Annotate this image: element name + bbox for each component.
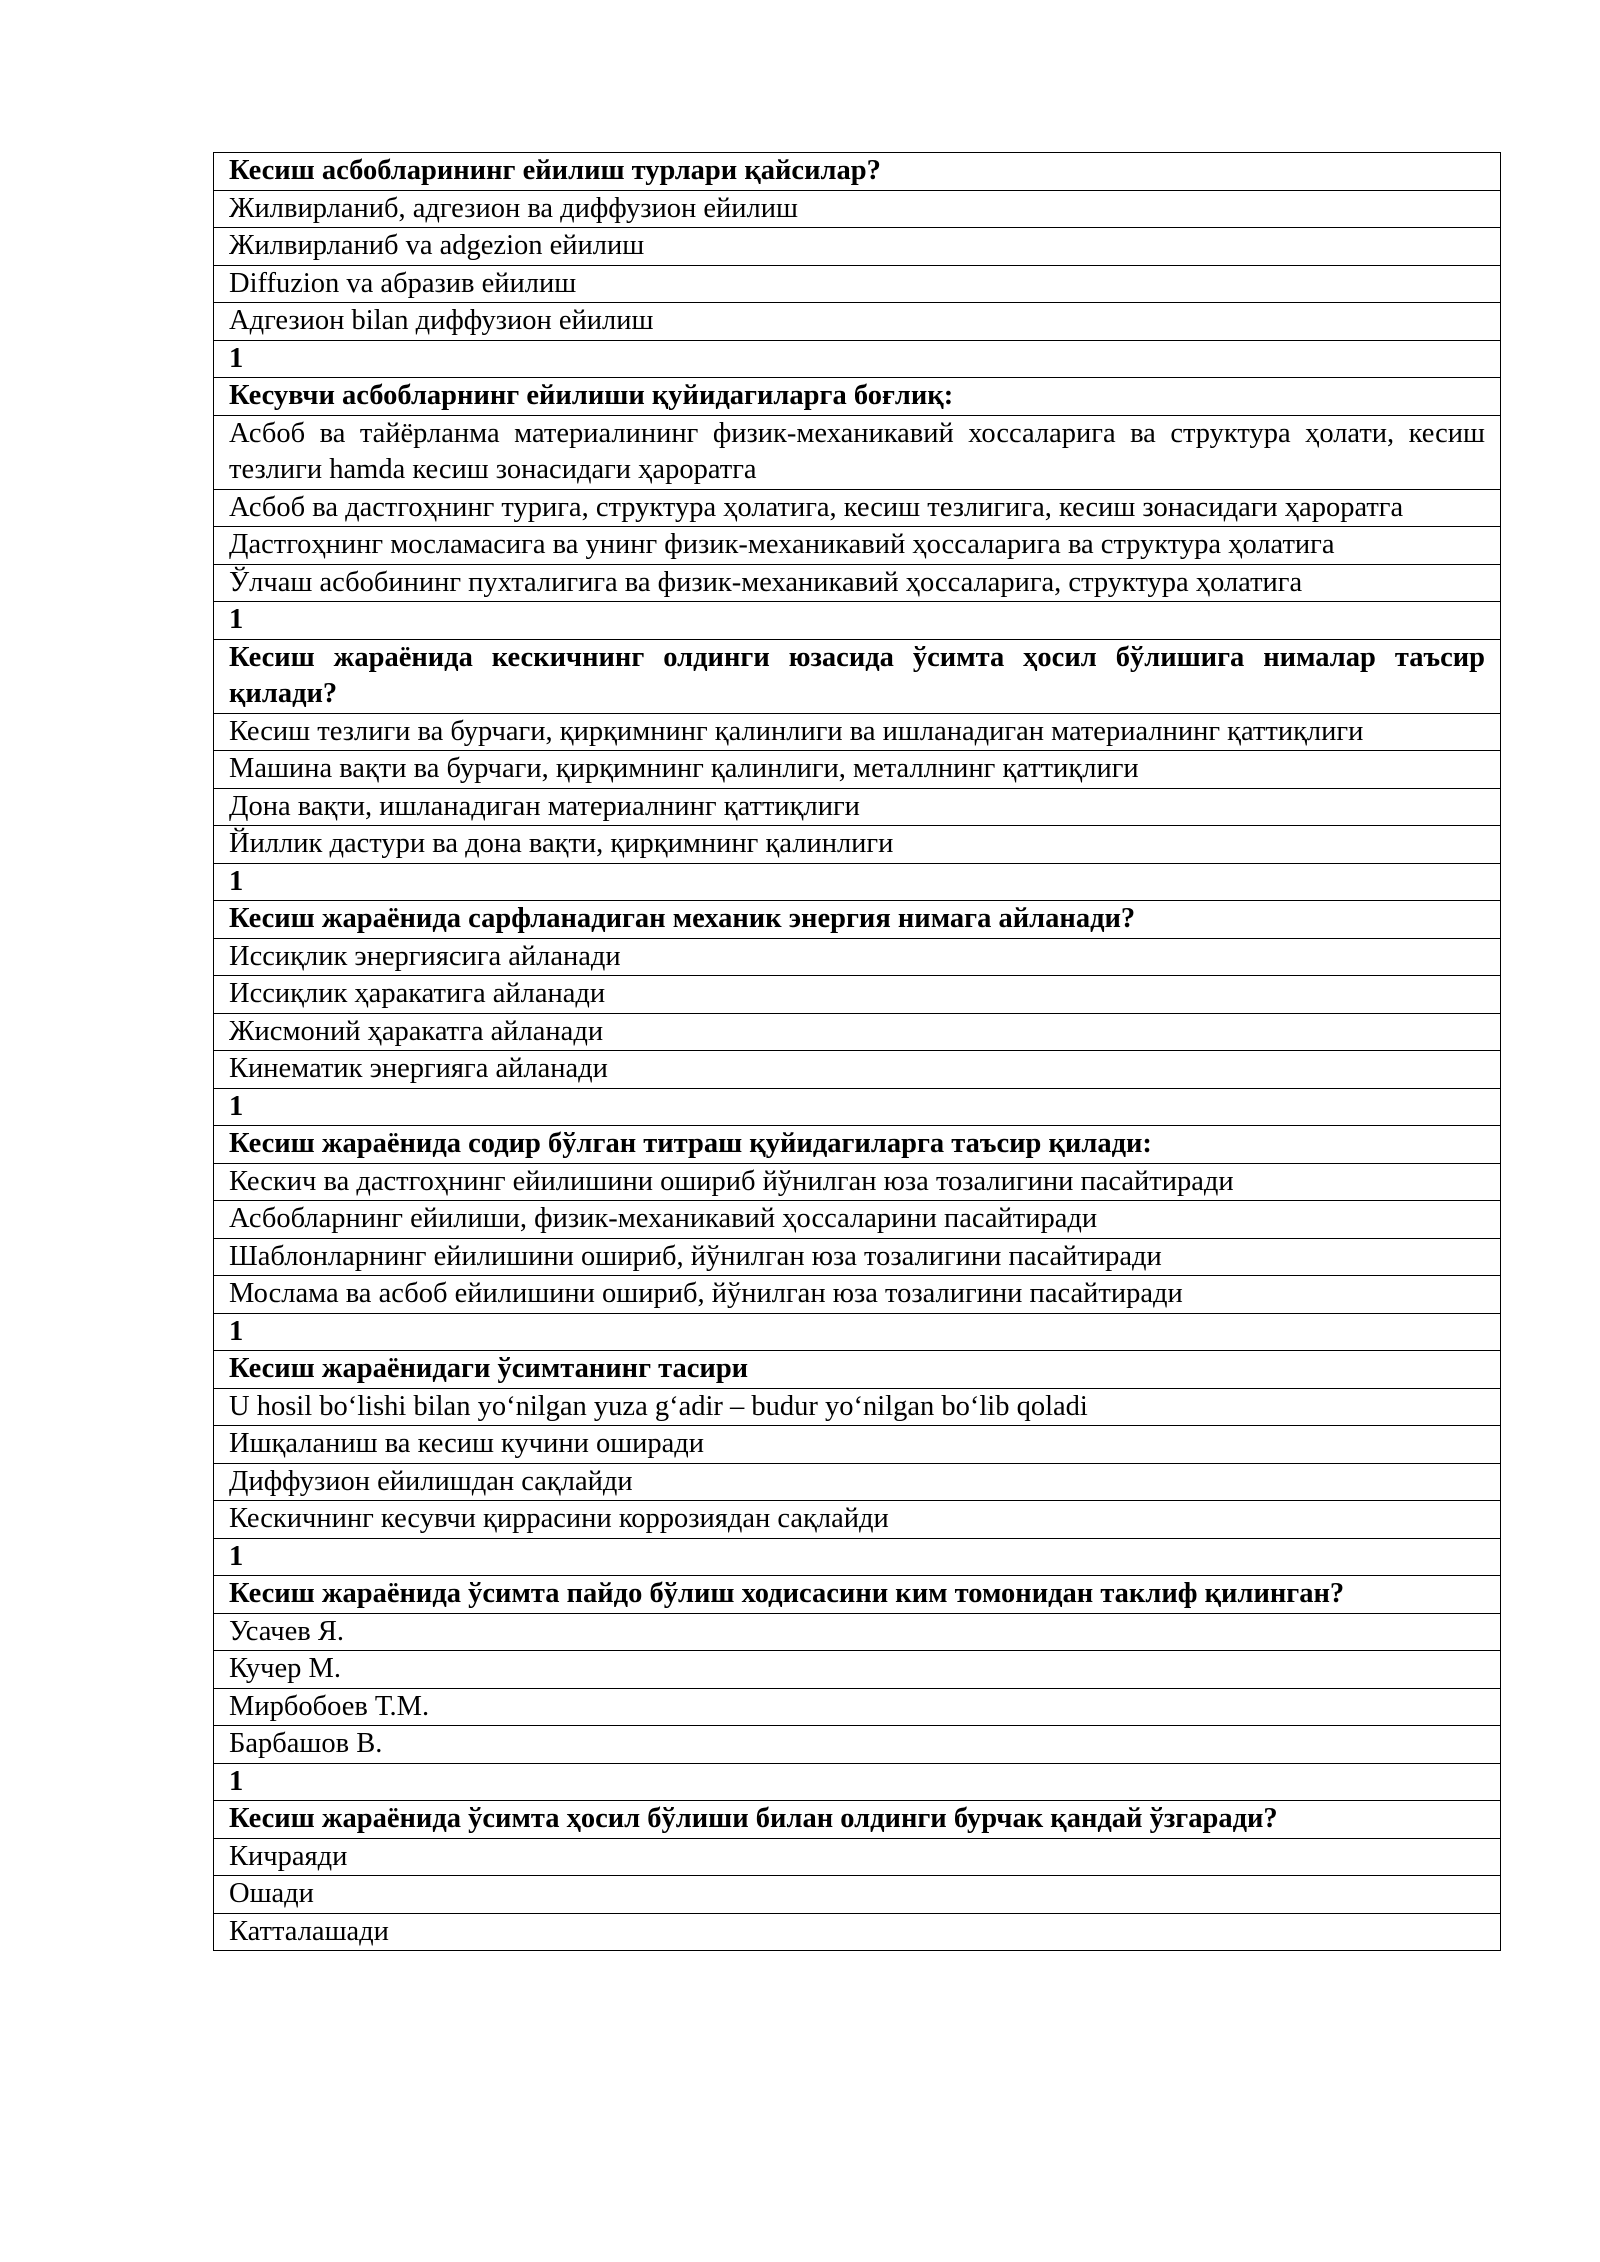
answer-option-row [214, 527, 1501, 565]
answer-key-row [214, 1088, 1501, 1126]
question-text: Кесиш жараёнидаги ўсимтанинг тасири [214, 1351, 1501, 1389]
answer-option-row [214, 190, 1501, 228]
answer-option-row [214, 1426, 1501, 1464]
answer-option-text: Жисмоний ҳаракатга айланади [214, 1013, 1501, 1051]
answer-option-row [214, 228, 1501, 266]
answer-option-row [214, 1201, 1501, 1239]
answer-option-row [214, 1726, 1501, 1764]
answer-option-row [214, 713, 1501, 751]
answer-option-row [214, 1051, 1501, 1089]
answer-option-row [214, 564, 1501, 602]
answer-key: 1 [214, 863, 1501, 901]
answer-option-text: Асбоб ва тайёрланма материалининг физик-механикавий хоссаларига ва структура ҳолати, кесиш тезлиги hamda кесиш зонасидаги ҳароратга [214, 415, 1501, 489]
answer-option-text: Мослама ва асбоб ейилишини ошириб, йўнилган юза тозалигини пасайтиради [214, 1276, 1501, 1314]
question-text: Кесиш жараёнида содир бўлган титраш қуйидагиларга таъсир қилади: [214, 1126, 1501, 1164]
answer-option-text: Дона вақти, ишланадиган материалнинг қаттиқлиги [214, 788, 1501, 826]
answer-option-row [214, 1501, 1501, 1539]
answer-option-text: Усачев Я. [214, 1613, 1501, 1651]
answer-option-text: Кинематик энергияга айланади [214, 1051, 1501, 1089]
answer-option-row [214, 1613, 1501, 1651]
question-text: Кесиш жараёнида ўсимта пайдо бўлиш ходисасини ким томонидан таклиф қилинган? [214, 1576, 1501, 1614]
answer-key-row [214, 1313, 1501, 1351]
question-text: Кесиш жараёнида кескичнинг олдинги юзасида ўсимта ҳосил бўлишига нималар таъсир қилади? [214, 639, 1501, 713]
answer-option-text: Адгезион bilan диффузион ейилиш [214, 303, 1501, 341]
question-row [214, 901, 1501, 939]
answer-option-text: Diffuzion va абразив ейилиш [214, 265, 1501, 303]
answer-option-text: Кучер М. [214, 1651, 1501, 1689]
answer-option-row [214, 1013, 1501, 1051]
answer-option-row [214, 788, 1501, 826]
answer-option-row [214, 303, 1501, 341]
answer-option-text: Кичраяди [214, 1838, 1501, 1876]
answer-option-row [214, 1388, 1501, 1426]
question-row [214, 1576, 1501, 1614]
answer-option-text: Иссиқлик ҳаракатига айланади [214, 976, 1501, 1014]
answer-option-row [214, 976, 1501, 1014]
answer-key: 1 [214, 1313, 1501, 1351]
question-row [214, 1126, 1501, 1164]
answer-key-row [214, 602, 1501, 640]
question-row [214, 378, 1501, 416]
answer-option-text: Жилвирланиб, адгезион ва диффузион ейилиш [214, 190, 1501, 228]
answer-option-row [214, 489, 1501, 527]
answer-option-row [214, 1463, 1501, 1501]
question-text: Кесувчи асбобларнинг ейилиши қуйидагиларга боғлиқ: [214, 378, 1501, 416]
answer-option-text: Диффузион ейилишдан сақлайди [214, 1463, 1501, 1501]
answer-option-text: Ишқаланиш ва кесиш кучини оширади [214, 1426, 1501, 1464]
answer-key-row [214, 863, 1501, 901]
answer-option-text: Кесиш тезлиги ва бурчаги, қирқимнинг қалинлиги ва ишланадиган материалнинг қаттиқлиги [214, 713, 1501, 751]
question-text: Кесиш асбобларининг ейилиш турлари қайсилар? [214, 153, 1501, 191]
question-text: Кесиш жараёнида сарфланадиган механик энергия нимага айланади? [214, 901, 1501, 939]
answer-option-text: Катталашади [214, 1913, 1501, 1951]
answer-option-row [214, 826, 1501, 864]
question-row [214, 1801, 1501, 1839]
quiz-table [213, 152, 1501, 1951]
answer-option-text: Шаблонларнинг ейилишини ошириб, йўнилган юза тозалигини пасайтиради [214, 1238, 1501, 1276]
answer-option-row [214, 1163, 1501, 1201]
answer-key: 1 [214, 1763, 1501, 1801]
answer-option-row [214, 751, 1501, 789]
answer-option-row [214, 1276, 1501, 1314]
question-row [214, 639, 1501, 713]
answer-option-text: Кескич ва дастгоҳнинг ейилишини ошириб йўнилган юза тозалигини пасайтиради [214, 1163, 1501, 1201]
answer-option-text: Йиллик дастури ва дона вақти, қирқимнинг қалинлиги [214, 826, 1501, 864]
answer-option-row [214, 1838, 1501, 1876]
answer-key-row [214, 340, 1501, 378]
answer-option-text: Асбобларнинг ейилиши, физик-механикавий ҳоссаларини пасайтиради [214, 1201, 1501, 1239]
answer-key: 1 [214, 1538, 1501, 1576]
answer-key-row [214, 1763, 1501, 1801]
document-page [213, 152, 1501, 1951]
quiz-table-body [214, 153, 1501, 1951]
question-row [214, 1351, 1501, 1389]
answer-key: 1 [214, 602, 1501, 640]
answer-option-text: Жилвирланиб va adgezion ейилиш [214, 228, 1501, 266]
answer-option-text: U hosil bo‘lishi bilan yo‘nilgan yuza g‘adir – budur yo‘nilgan bo‘lib qoladi [214, 1388, 1501, 1426]
answer-option-row [214, 1651, 1501, 1689]
answer-option-text: Иссиқлик энергиясига айланади [214, 938, 1501, 976]
answer-option-row [214, 938, 1501, 976]
answer-option-row [214, 1913, 1501, 1951]
answer-option-row [214, 415, 1501, 489]
answer-option-row [214, 1238, 1501, 1276]
answer-option-row [214, 1688, 1501, 1726]
answer-key: 1 [214, 1088, 1501, 1126]
answer-option-text: Дастгоҳнинг мосламасига ва унинг физик-механикавий ҳоссаларига ва структура ҳолатига [214, 527, 1501, 565]
question-row [214, 153, 1501, 191]
answer-option-text: Машина вақти ва бурчаги, қирқимнинг қалинлиги, металлнинг қаттиқлиги [214, 751, 1501, 789]
answer-option-text: Мирбобоев Т.М. [214, 1688, 1501, 1726]
question-text: Кесиш жараёнида ўсимта ҳосил бўлиши билан олдинги бурчак қандай ўзгаради? [214, 1801, 1501, 1839]
answer-option-text: Ошади [214, 1876, 1501, 1914]
answer-option-text: Барбашов В. [214, 1726, 1501, 1764]
answer-option-text: Асбоб ва дастгоҳнинг турига, структура ҳолатига, кесиш тезлигига, кесиш зонасидаги ҳароратга [214, 489, 1501, 527]
answer-key: 1 [214, 340, 1501, 378]
answer-option-row [214, 265, 1501, 303]
answer-option-text: Кескичнинг кесувчи қиррасини коррозиядан сақлайди [214, 1501, 1501, 1539]
answer-option-row [214, 1876, 1501, 1914]
answer-key-row [214, 1538, 1501, 1576]
answer-option-text: Ўлчаш асбобининг пухталигига ва физик-механикавий ҳоссаларига, структура ҳолатига [214, 564, 1501, 602]
